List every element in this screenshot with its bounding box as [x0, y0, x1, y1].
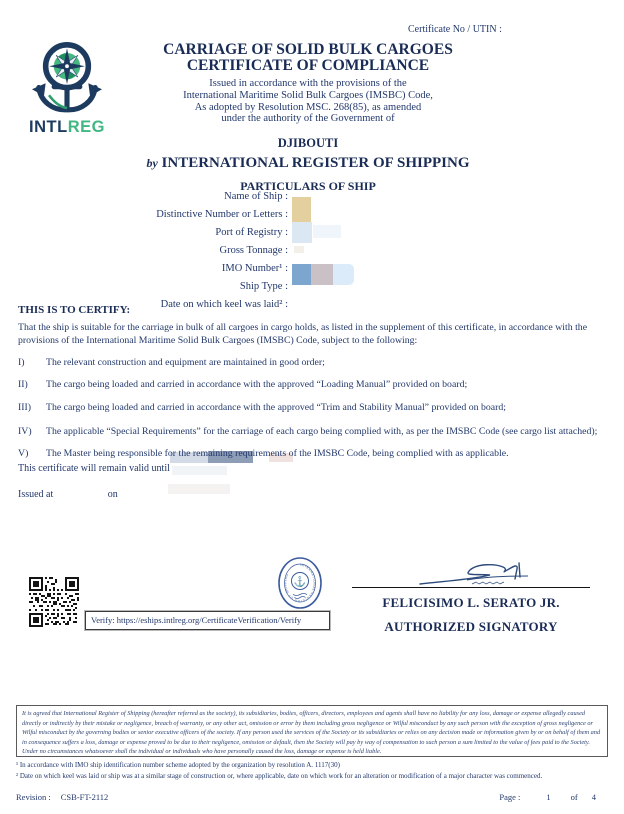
redaction-block-ship-type-2	[311, 264, 333, 285]
certificate-subtitle-line1: Issued in accordance with the provisions of the	[209, 77, 407, 89]
certify-item-1	[18, 357, 608, 370]
issued-line	[18, 489, 118, 500]
page-footer	[16, 792, 596, 802]
redaction-block-gross-tonnage	[294, 246, 304, 253]
certificate-title-line1: CARRIAGE OF SOLID BULK CARGOES	[163, 41, 453, 58]
footer-page	[499, 792, 596, 802]
footnotes	[16, 760, 608, 781]
field-label: Gross Tonnage :	[219, 244, 288, 256]
item-text: The cargo being loaded and carried in accordance with the approved “Loading Manual” provided on board;	[46, 378, 468, 390]
redaction-block-ship-type-1	[292, 264, 311, 285]
seal-anchor-glyph: ⚓	[293, 577, 307, 588]
validity-line: This certificate will remain valid until	[18, 463, 170, 474]
signatory-name: FELICISIMO L. SERATO JR.	[382, 595, 560, 610]
certify-item-4	[18, 426, 608, 439]
signature-line	[352, 587, 590, 588]
redaction-smudge-valid-until	[172, 466, 227, 475]
qr-code-icon	[29, 577, 79, 627]
seal-ring-text: INTERNATIONAL REGISTER OF SHIPPING	[283, 562, 317, 604]
certificate-subtitle-line4: under the authority of the Government of	[221, 113, 395, 125]
footnote-1: ¹ In accordance with IMO ship identification number scheme adopted by the organization by resolution A. 1117(30)	[16, 761, 340, 769]
field-row-port-of-registry	[16, 223, 446, 241]
footer-revision	[16, 792, 108, 802]
revision-value: CSB-FT-2112	[60, 792, 109, 802]
certificate-title-line2: CERTIFICATE OF COMPLIANCE	[186, 57, 430, 75]
revision-label: Revision :	[16, 792, 51, 802]
redaction-block-distinctive-number	[292, 197, 311, 222]
item-numeral: V)	[18, 447, 29, 459]
field-row-name-of-ship	[16, 187, 446, 205]
field-label: Port of Registry :	[215, 226, 288, 238]
issued-on-label: on	[107, 489, 118, 500]
certificate-no-label: Certificate No / UTIN :	[408, 24, 502, 35]
field-label: Distinctive Number or Letters :	[156, 208, 288, 220]
page-total: 4	[591, 792, 596, 802]
certify-item-5	[18, 448, 608, 461]
verify-link[interactable]: Verify: https://eships.intlreg.org/CertificateVerification/Verify	[85, 611, 330, 630]
certify-paragraph: That the ship is suitable for the carriage in bulk of all cargoes in cargo holds, as listed in the supplement of this certificate, in accordance with the provisions of the International Maritime Solid Bulk Cargoes (IMSBC) Code, subject to the following:	[18, 322, 588, 347]
item-numeral: I)	[18, 356, 25, 368]
item-numeral: II)	[18, 378, 28, 390]
item-text: The applicable “Special Requirements” for the carriage of each cargo being complied with, as per the IMSBC Code (see cargo list attached);	[46, 425, 598, 437]
certify-item-2	[18, 379, 608, 392]
particulars-heading: PARTICULARS OF SHIP	[240, 179, 376, 194]
field-label: Ship Type :	[239, 280, 288, 292]
certificate-subtitle-line3: As adopted by Resolution MSC. 268(85), as amended	[194, 101, 422, 113]
redaction-block-port-of-registry-2	[313, 225, 341, 238]
footnote-2: ² Date on which keel was laid or ship was at a similar stage of construction or, where applicable, date on which work for an alteration or modification of a major character was commenced.	[16, 771, 543, 780]
redaction-block-port-of-registry	[292, 222, 312, 243]
logo-wordmark-intl: INTL	[29, 118, 68, 136]
field-label: Name of Ship :	[224, 190, 288, 202]
signatory-title: AUTHORIZED SIGNATORY	[384, 619, 558, 634]
certify-item-3	[18, 402, 608, 415]
item-text: The relevant construction and equipment are maintained in good order;	[46, 356, 325, 368]
by-word: by	[146, 156, 158, 171]
page-label: Page :	[499, 792, 521, 802]
item-text: The Master being responsible for the remaining requirements of the IMSBC Code, being complied with as applicable.	[46, 447, 509, 459]
intlreg-seal-icon	[277, 556, 323, 615]
page-of-label: of	[570, 792, 578, 802]
issuer-name: INTERNATIONAL REGISTER OF SHIPPING	[161, 155, 470, 172]
particulars-table	[16, 187, 446, 313]
certificate-subtitle-line2: International Maritime Solid Bulk Cargoes (IMSBC) Code,	[183, 89, 433, 101]
flag-state-name: DJIBOUTI	[277, 136, 339, 151]
field-row-ship-type	[16, 277, 446, 295]
logo-wordmark-reg: REG	[67, 118, 105, 136]
field-row-distinctive-number	[16, 205, 446, 223]
item-text: The cargo being loaded and carried in accordance with the approved “Trim and Stability Manual” provided on board;	[46, 402, 507, 414]
field-label: IMO Number¹ :	[221, 262, 288, 274]
certification-section	[18, 303, 608, 460]
field-row-gross-tonnage	[16, 241, 446, 259]
page-number: 1	[546, 792, 551, 802]
field-label: Date on which keel was laid² :	[160, 298, 288, 310]
certificate-header	[20, 42, 596, 194]
redaction-smudge-issued-on	[168, 484, 230, 494]
certify-heading: THIS IS TO CERTIFY:	[18, 304, 131, 316]
issuer-line	[20, 155, 596, 172]
redaction-block-ship-type-3	[333, 264, 354, 285]
field-row-imo-number	[16, 259, 446, 277]
disclaimer-box: It is agreed that International Register of Shipping (hereafter referred as the society), its subsidiaries, bodies, officers, directors, employees and agents shall have no liability for any loss, damage or expense allegedly caused directly or indirectly by their mistake or negligence, breach of warranty, or any other act, omission or error by them including gross negligence or Wilful misconduct by any such person with the exception of gross negligence or Wilful misconduct by the governing bodies or senior executive officers of the society. If any person used the services of the Society or its subsidiaries or relies on any decision made or information given by or on behalf of them and in consequence suffers a loss, damage or expense proved to be due to their negligence, omission or default, then the Society will pay by way of compensation to such person a sum limited to the value of fees paid to the Society. Under no circumstances whatsoever shall the individual or individuals who have personally caused the loss, damage or expense is held liable.	[16, 705, 608, 757]
item-numeral: IV)	[18, 425, 32, 437]
item-numeral: III)	[18, 402, 32, 414]
issued-at-label: Issued at	[18, 489, 54, 500]
signature-block	[352, 560, 590, 635]
